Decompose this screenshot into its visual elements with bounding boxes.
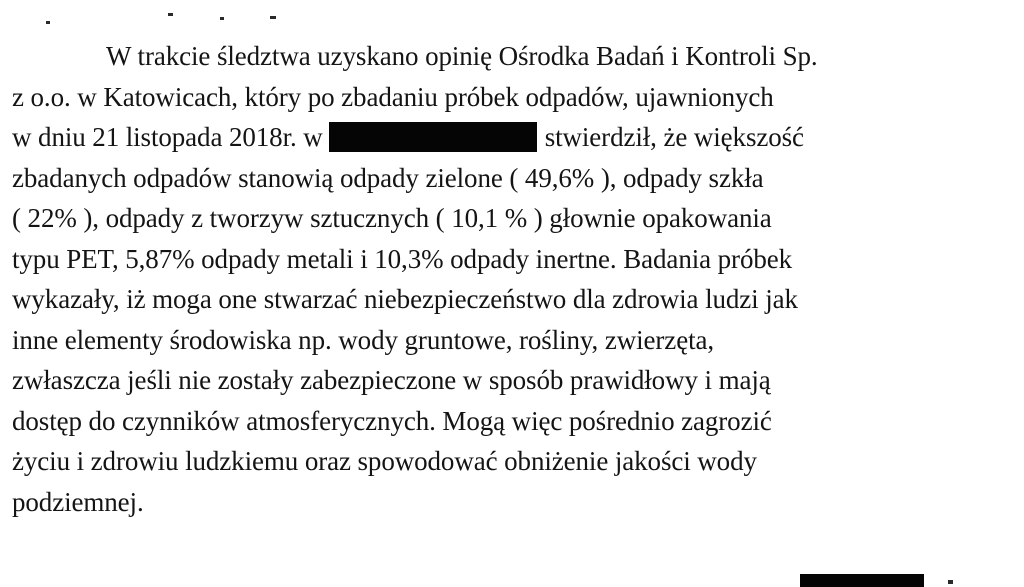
redaction-block [329, 122, 537, 152]
text-line: wykazały, iż moga one stwarzać niebezpieczeństwo dla zdrowia ludzi jak [12, 284, 798, 314]
scan-speck [168, 13, 173, 16]
text-line: typu PET, 5,87% odpady metali i 10,3% odpady inertne. Badania próbek [12, 243, 793, 274]
scan-speck [46, 21, 50, 24]
text-segment: w dniu 21 listopada 2018r. w [12, 122, 323, 152]
text-line: W trakcie śledztwa uzyskano opinię Ośrodka Badań i Kontroli Sp. [106, 41, 818, 71]
text-line-with-redaction [12, 117, 1012, 158]
text-line: inne elementy środowiska np. wody gruntowe, rośliny, zwierzęta, [12, 324, 715, 355]
text-line: zwłaszcza jeśli nie zostały zabezpieczone w sposób prawidłowy i mają [12, 365, 771, 395]
text-line: dostęp do czynników atmosferycznych. Mogą więc pośrednio zagrozić [12, 405, 772, 436]
text-segment: stwierdził, że większość [544, 122, 804, 152]
redaction-block-bottom [800, 574, 924, 587]
text-line: z o.o. w Katowicach, który po zbadaniu próbek odpadów, ujawnionych [12, 81, 774, 112]
document-paragraph [12, 36, 1012, 522]
text-line: ( 22% ), odpady z tworzyw sztucznych ( 10,1 % ) głownie opakowania [12, 203, 772, 233]
scan-speck [948, 580, 953, 584]
scan-speck [270, 16, 276, 19]
text-line: życiu i zdrowiu ludzkiemu oraz spowodować obniżenie jakości wody [12, 446, 757, 476]
scan-speck [220, 17, 224, 20]
text-line: podziemnej. [12, 486, 144, 517]
text-line: zbadanych odpadów stanowią odpady zielone ( 49,6% ), odpady szkła [12, 162, 764, 193]
